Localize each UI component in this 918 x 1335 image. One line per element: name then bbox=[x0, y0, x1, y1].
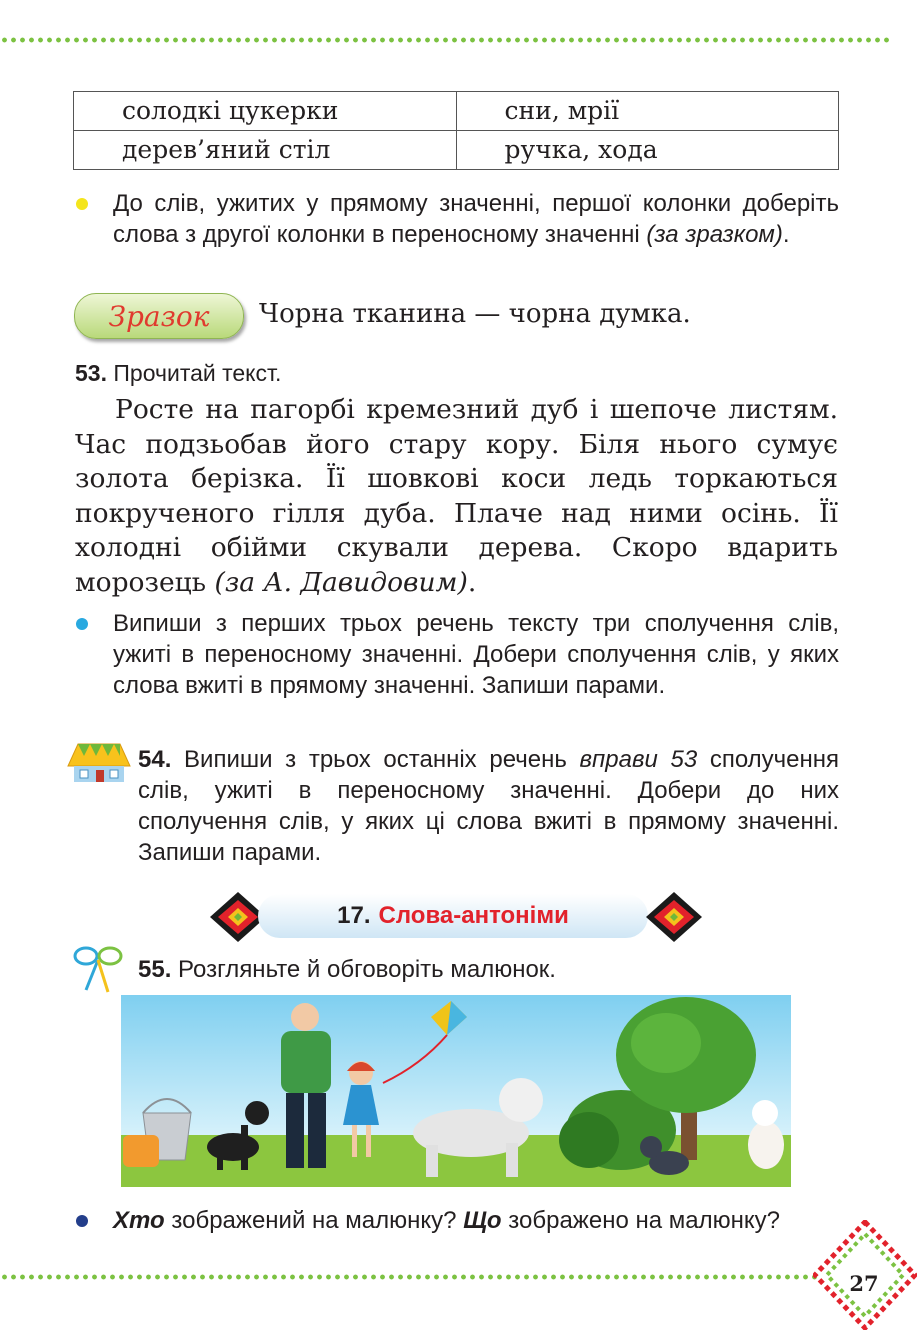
section-heading bbox=[258, 894, 648, 938]
illustration-people-and-animals bbox=[121, 995, 791, 1187]
exercise-55-header bbox=[138, 954, 556, 985]
exercise-53-task: Випиши з перших трьох речень тексту три сполучення слів, ужиті в переносному значенні. Добери сполучення слів, у яких слова вжиті в прямому значенні. Запиши парами. bbox=[113, 610, 839, 699]
table-cell: сни, мрії bbox=[456, 92, 839, 131]
exercise-54: 54. Випиши з трьох останніх речень вправи 53 сполучення слів, ужиті в переносному значенні. Добери до них сполучення слів, у яких ці слова вжиті в прямому значенні. Запиши парами. bbox=[138, 746, 840, 866]
cyan-bullet-icon bbox=[76, 618, 88, 630]
exercise-instruction: Прочитай текст. bbox=[113, 360, 282, 386]
sample-text: Чорна тканина — чорна думка. bbox=[259, 299, 691, 329]
section-number: 17. bbox=[337, 902, 371, 929]
right-ornament-icon bbox=[642, 890, 706, 944]
question-text: Хто зображений на малюнку? Що зображено на малюнку? bbox=[113, 1207, 780, 1234]
table-row bbox=[74, 131, 839, 170]
word-table bbox=[73, 91, 839, 170]
exercise-number: 54. bbox=[138, 746, 172, 773]
top-ornament-border bbox=[0, 36, 890, 44]
exercise-54-italic: вправи 53 bbox=[579, 746, 698, 773]
exercise-instruction: Розгляньте й обговоріть малюнок. bbox=[178, 956, 556, 983]
sample-label: Зразок bbox=[108, 299, 210, 333]
reading-source: (за А. Давидовим) bbox=[214, 566, 468, 598]
task-top-text: До слів, ужитих у прямому значенні, першої колонки доберіть слова з другої колонки в переносному значенні (за зразком). bbox=[113, 190, 839, 248]
table-cell: ручка, хода bbox=[456, 131, 839, 170]
bottom-ornament-border bbox=[0, 1273, 820, 1281]
exercise-number: 55. bbox=[138, 956, 172, 983]
sample-badge bbox=[74, 293, 244, 339]
reading-text: Росте на пагорбі кремезний дуб і шепоче листям. Час подзьобав його стару кору. Біля нього сумує золота берізка. Її шовкові коси ледь торкаються покрученого гілля дуба. Плаче над ними осінь. Її холодні обійми скували дерева. Скоро вдарить морозець (за А. Давидовим). bbox=[75, 394, 838, 598]
page-number: 27 bbox=[849, 1270, 879, 1296]
exercise-53-header bbox=[75, 358, 281, 388]
table-row bbox=[74, 92, 839, 131]
question-who: Хто bbox=[113, 1207, 165, 1234]
ribbon-icon bbox=[72, 942, 124, 996]
exercise-number: 53. bbox=[75, 360, 107, 386]
section-title: Слова-антоніми bbox=[378, 902, 569, 929]
house-icon bbox=[66, 740, 132, 786]
question-what: Що bbox=[463, 1207, 502, 1234]
task-top-italic: (за зразком) bbox=[646, 221, 783, 248]
table-cell: солодкі цукерки bbox=[74, 92, 457, 131]
navy-bullet-icon bbox=[76, 1215, 88, 1227]
table-cell: дерев’яний стіл bbox=[74, 131, 457, 170]
yellow-bullet-icon bbox=[76, 198, 88, 210]
